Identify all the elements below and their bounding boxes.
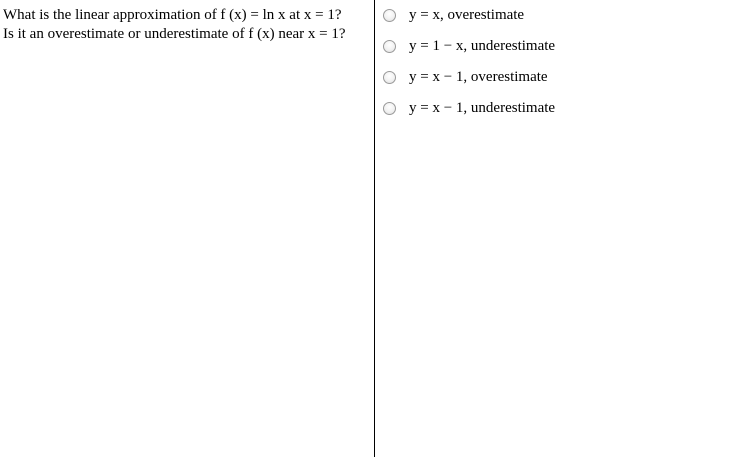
- answer-options: [375, 0, 751, 457]
- radio-button-1[interactable]: [383, 9, 396, 22]
- answer-option-1-label: y = x, overestimate: [409, 6, 525, 23]
- question-line-2: Is it an overestimate or underestimate of f (x) near x = 1?: [3, 26, 346, 42]
- answer-option-3-label: y = x − 1, overestimate: [409, 68, 548, 85]
- question-line-1: What is the linear approximation of f (x) = ln x at x = 1?: [3, 7, 342, 23]
- answer-option-1[interactable]: [383, 4, 524, 26]
- radio-button-4[interactable]: [383, 102, 396, 115]
- answer-option-2-label: y = 1 − x, underestimate: [409, 37, 556, 54]
- answer-option-4[interactable]: [383, 97, 555, 119]
- radio-button-3[interactable]: [383, 71, 396, 84]
- radio-button-2[interactable]: [383, 40, 396, 53]
- answer-option-3[interactable]: [383, 66, 548, 88]
- answer-option-4-label: y = x − 1, underestimate: [409, 99, 556, 116]
- question-pane: [0, 0, 374, 457]
- answer-option-2[interactable]: [383, 35, 555, 57]
